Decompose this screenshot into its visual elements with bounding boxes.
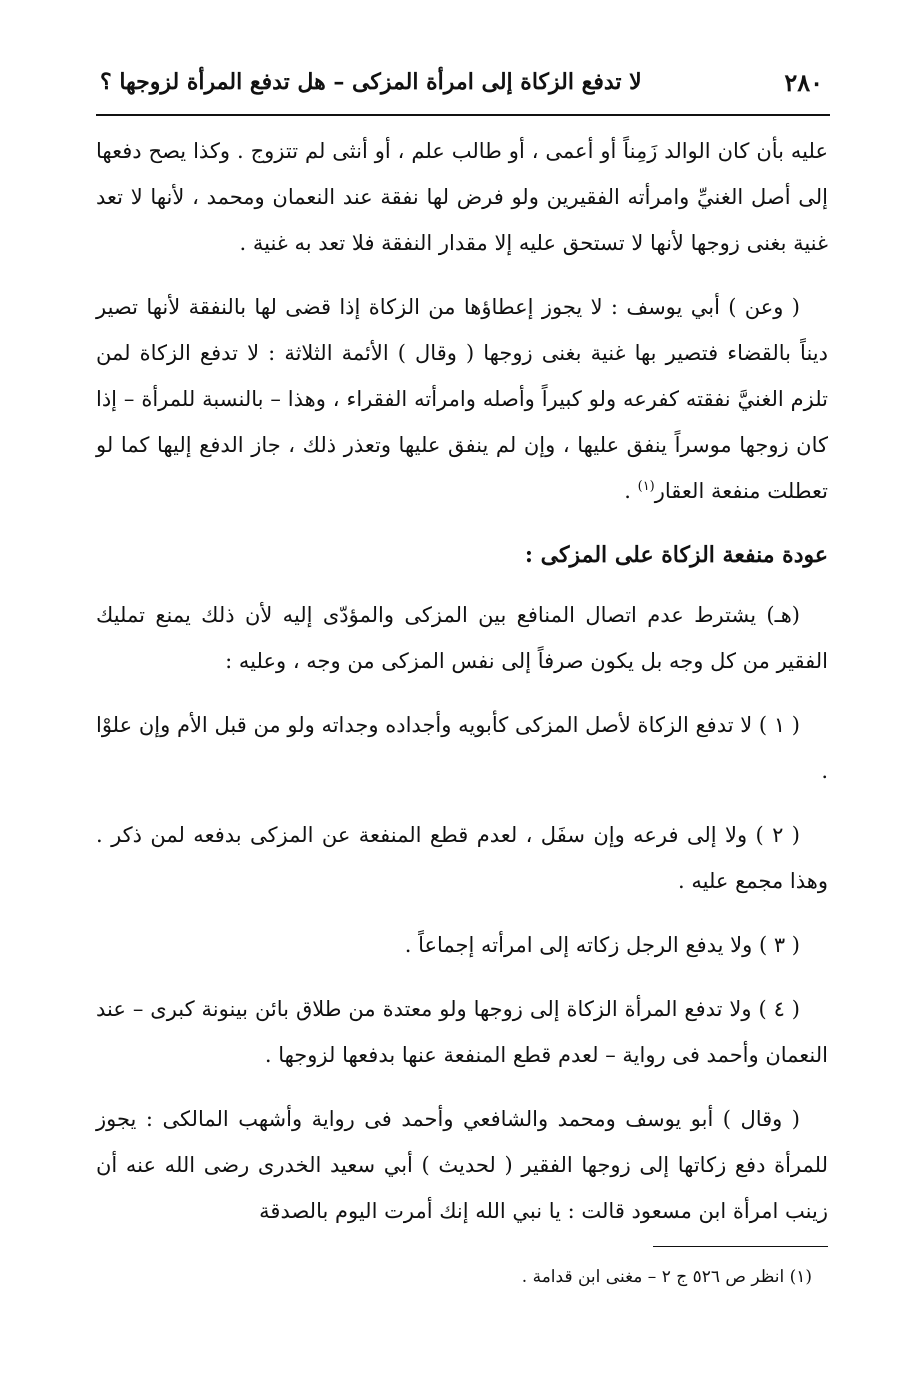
list-item-4: ( ٤ ) ولا تدفع المرأة الزكاة إلى زوجها ولو معتدة من طلاق بائن بينونة كبرى – عند النعمان وأحمد فى رواية – لعدم قطع المنفعة عنها بدفعها لزوجها .: [96, 997, 828, 1067]
list-item-3: ( ٣ ) ولا يدفع الرجل زكاته إلى امرأته إجماعاً .: [404, 933, 800, 957]
paragraph-4: ( وقال ) أبو يوسف ومحمد والشافعي وأحمد فى رواية وأشهب المالكى : يجوز للمرأة دفع زكاتها إلى زوجها الفقير ( لحديث ) أبي سعيد الخدرى رضى الله عنه أن زينب امرأة ابن مسعود قالت : يا نبي الله إنك أمرت اليوم بالصدقة: [96, 1107, 828, 1223]
body-text: [96, 128, 828, 1252]
list-item-1: ( ١ ) لا تدفع الزكاة لأصل المزكى كأبويه وأجداده وجداته ولو من قبل الأم وإن علوْا .: [96, 713, 828, 783]
list-item-2: ( ٢ ) ولا إلى فرعه وإن سفَل ، لعدم قطع المنفعة عن المزكى بدفعه لمن ذكر . وهذا مجمع عليه .: [96, 823, 828, 893]
paragraph-2-end: .: [624, 479, 638, 503]
running-header: [100, 60, 823, 104]
paragraph-2-text: ( وعن ) أبي يوسف : لا يجوز إعطاؤها من الزكاة إذا قضى لها بالنفقة لأنها تصير ديناً بالقضاء فتصير بها غنية بغنى زوجها ( وقال ) الأئمة الثلاثة : لا تدفع الزكاة لمن تلزم الغنيَّ نفقته كفرعه ولو كبيراً وأصله وامرأته الفقراء ، وهذا – بالنسبة للمرأة – إذا كان زوجها موسراً ينفق عليها ، وإن لم ينفق عليها وتعذر ذلك ، جاز الدفع إليها كما لو تعطلت منفعة العقار: [96, 295, 828, 503]
page-number: ٢٨٠: [784, 67, 823, 97]
paragraph-1: عليه بأن كان الوالد زَمِناً أو أعمى ، أو طالب علم ، أو أنثى لم تتزوج . وكذا يصح دفعها إلى أصل الغنيِّ وامرأته الفقيرين ولو فرض لها نفقة عند النعمان ومحمد ، لأنها لا تعد غنية بغنى زوجها لأنها لا تستحق عليه إلا مقدار النفقة فلا تعد به غنية .: [96, 139, 828, 255]
footnote: (١) انظر ص ٥٢٦ ج ٢ – مغنى ابن قدامة .: [521, 1267, 812, 1287]
section-heading: عودة منفعة الزكاة على المزكى :: [524, 542, 828, 568]
paragraph-3: (هـ) يشترط عدم اتصال المنافع بين المزكى والمؤدّى إليه لأن ذلك يمنع تمليك الفقير من كل وجه بل يكون صرفاً إلى نفس المزكى من وجه ، وعليه :: [96, 603, 828, 673]
footnote-marker[interactable]: (١): [637, 479, 655, 494]
footnote-divider: [653, 1246, 828, 1247]
running-title: لا تدفع الزكاة إلى امرأة المزكى – هل تدفع المرأة لزوجها ؟: [100, 69, 642, 95]
header-divider: [96, 114, 830, 116]
paragraph-2: [96, 284, 828, 514]
